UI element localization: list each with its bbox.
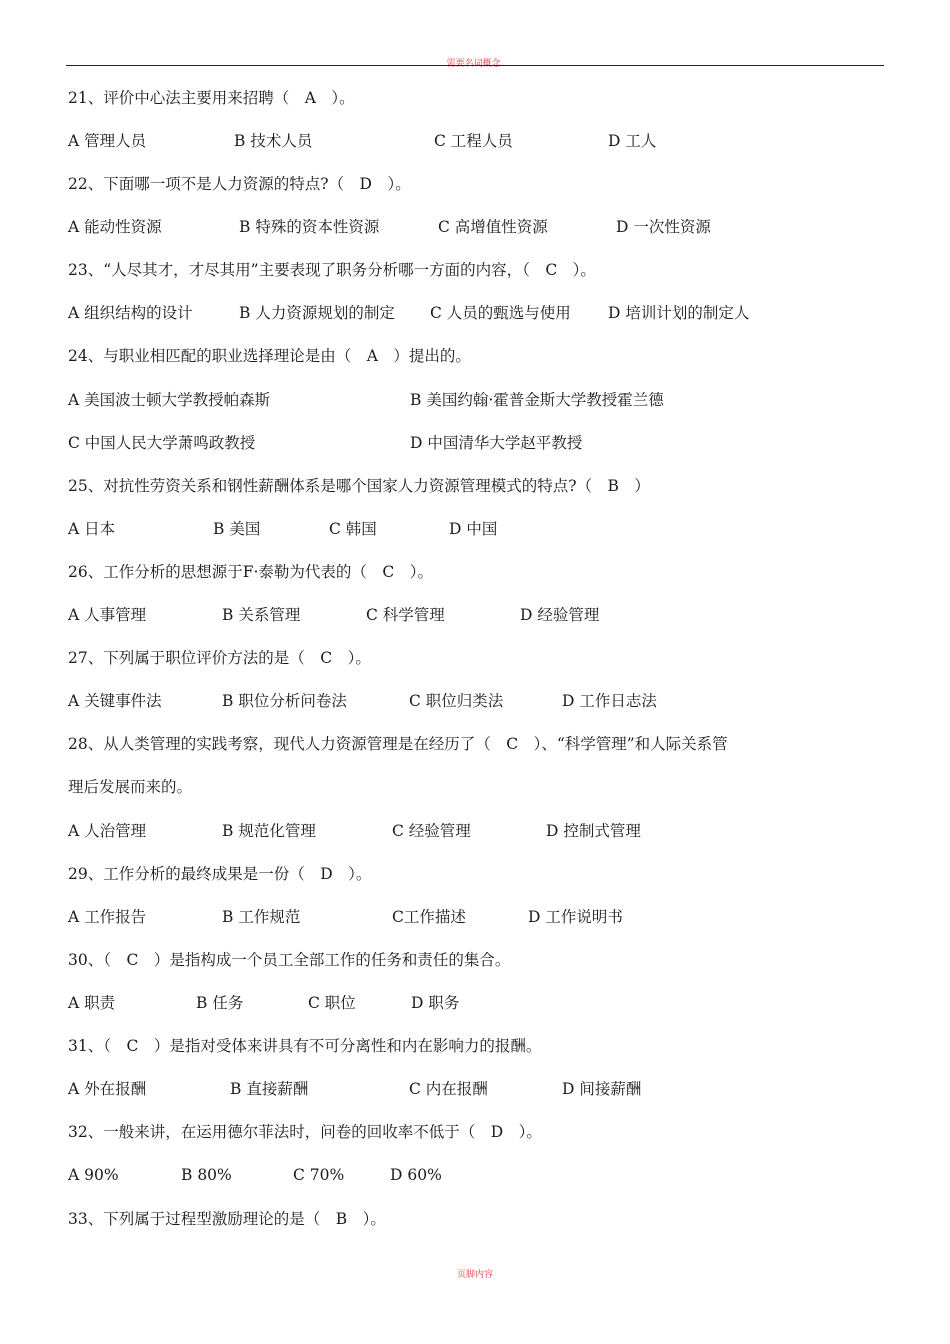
option-c: C 中国人民大学萧鸣政教授: [68, 434, 256, 452]
question-25: 25、对抗性劳资关系和钢性薪酬体系是哪个国家人力资源管理模式的特点?（ B ）: [68, 477, 650, 495]
option-c: C 内在报酬: [409, 1080, 488, 1098]
option-b: B 技术人员: [234, 132, 313, 150]
footer-text: 页脚内容: [456, 1270, 493, 1280]
option-c: C 韩国: [329, 520, 377, 538]
option-b: B 美国约翰·霍普金斯大学教授霍兰德: [410, 391, 664, 409]
option-b: B 80%: [181, 1166, 232, 1184]
question-29: 29、工作分析的最终成果是一份（ D ）。: [68, 865, 372, 883]
option-a: A 外在报酬: [68, 1080, 147, 1098]
question-28-cont: 理后发展而来的。: [68, 778, 193, 796]
question-24: 24、与职业相匹配的职业选择理论是由（ A ）提出的。: [68, 347, 471, 365]
option-d: D 工作日志法: [562, 692, 657, 710]
option-a: A 能动性资源: [68, 218, 162, 236]
option-c: C 经验管理: [392, 822, 471, 840]
question-28: 28、从人类管理的实践考察，现代人力资源管理是在经历了（ C ）、“科学管理”和人际关系管: [68, 735, 728, 753]
option-d: D 工人: [608, 132, 657, 150]
option-b: B 规范化管理: [222, 822, 316, 840]
option-b: B 人力资源规划的制定: [239, 304, 395, 322]
option-d: D 中国清华大学赵平教授: [410, 434, 583, 452]
option-d: D 职务: [411, 994, 460, 1012]
option-d: D 间接薪酬: [562, 1080, 642, 1098]
option-a: A 工作报告: [68, 908, 147, 926]
option-c: C 高增值性资源: [438, 218, 548, 236]
question-27: 27、下列属于职位评价方法的是（ C ）。: [68, 649, 371, 667]
option-b: B 特殊的资本性资源: [239, 218, 380, 236]
option-d: D 一次性资源: [616, 218, 711, 236]
option-a: A 日本: [68, 520, 116, 538]
option-c: C 职位归类法: [409, 692, 504, 710]
option-d: D 经验管理: [520, 606, 600, 624]
option-a: A 美国波士顿大学教授帕森斯: [68, 391, 271, 409]
option-c: C 职位: [308, 994, 356, 1012]
header-divider: [66, 65, 884, 66]
option-d: D 工作说明书: [528, 908, 623, 926]
option-d: D 中国: [449, 520, 498, 538]
question-22: 22、下面哪一项不是人力资源的特点?（ D ）。: [68, 175, 411, 193]
option-a: A 关键事件法: [68, 692, 162, 710]
option-c: C 工程人员: [434, 132, 513, 150]
option-a: A 管理人员: [68, 132, 147, 150]
question-32: 32、一般来讲，在运用德尔菲法时，问卷的回收率不低于（ D ）。: [68, 1123, 542, 1141]
option-d: D 60%: [390, 1166, 442, 1184]
question-26: 26、工作分析的思想源于F·泰勒为代表的（ C ）。: [68, 563, 434, 581]
question-31: 31、（ C ）是指对受体来讲具有不可分离性和内在影响力的报酬。: [68, 1037, 542, 1055]
question-30: 30、（ C ）是指构成一个员工全部工作的任务和责任的集合。: [68, 951, 511, 969]
option-b: B 职位分析问卷法: [222, 692, 347, 710]
option-b: B 工作规范: [222, 908, 301, 926]
option-b: B 关系管理: [222, 606, 301, 624]
option-a: A 人治管理: [68, 822, 147, 840]
question-33: 33、下列属于过程型激励理论的是（ B ）。: [68, 1210, 386, 1228]
option-c: C工作描述: [392, 908, 466, 926]
option-b: B 任务: [196, 994, 244, 1012]
option-d: D 培训计划的制定人: [608, 304, 750, 322]
option-b: B 直接薪酬: [230, 1080, 309, 1098]
option-a: A 职责: [68, 994, 116, 1012]
option-a: A 90%: [68, 1166, 119, 1184]
option-b: B 美国: [213, 520, 261, 538]
header-text: 需要名词概念.: [446, 59, 504, 69]
question-21: 21、评价中心法主要用来招聘（ A ）。: [68, 89, 355, 107]
option-a: A 人事管理: [68, 606, 147, 624]
question-23: 23、“人尽其才，才尽其用”主要表现了职务分析哪一方面的内容，（ C ）。: [68, 261, 596, 279]
option-c: C 科学管理: [366, 606, 445, 624]
option-d: D 控制式管理: [546, 822, 641, 840]
option-a: A 组织结构的设计: [68, 304, 193, 322]
option-c: C 人员的甄选与使用: [430, 304, 571, 322]
option-c: C 70%: [293, 1166, 345, 1184]
